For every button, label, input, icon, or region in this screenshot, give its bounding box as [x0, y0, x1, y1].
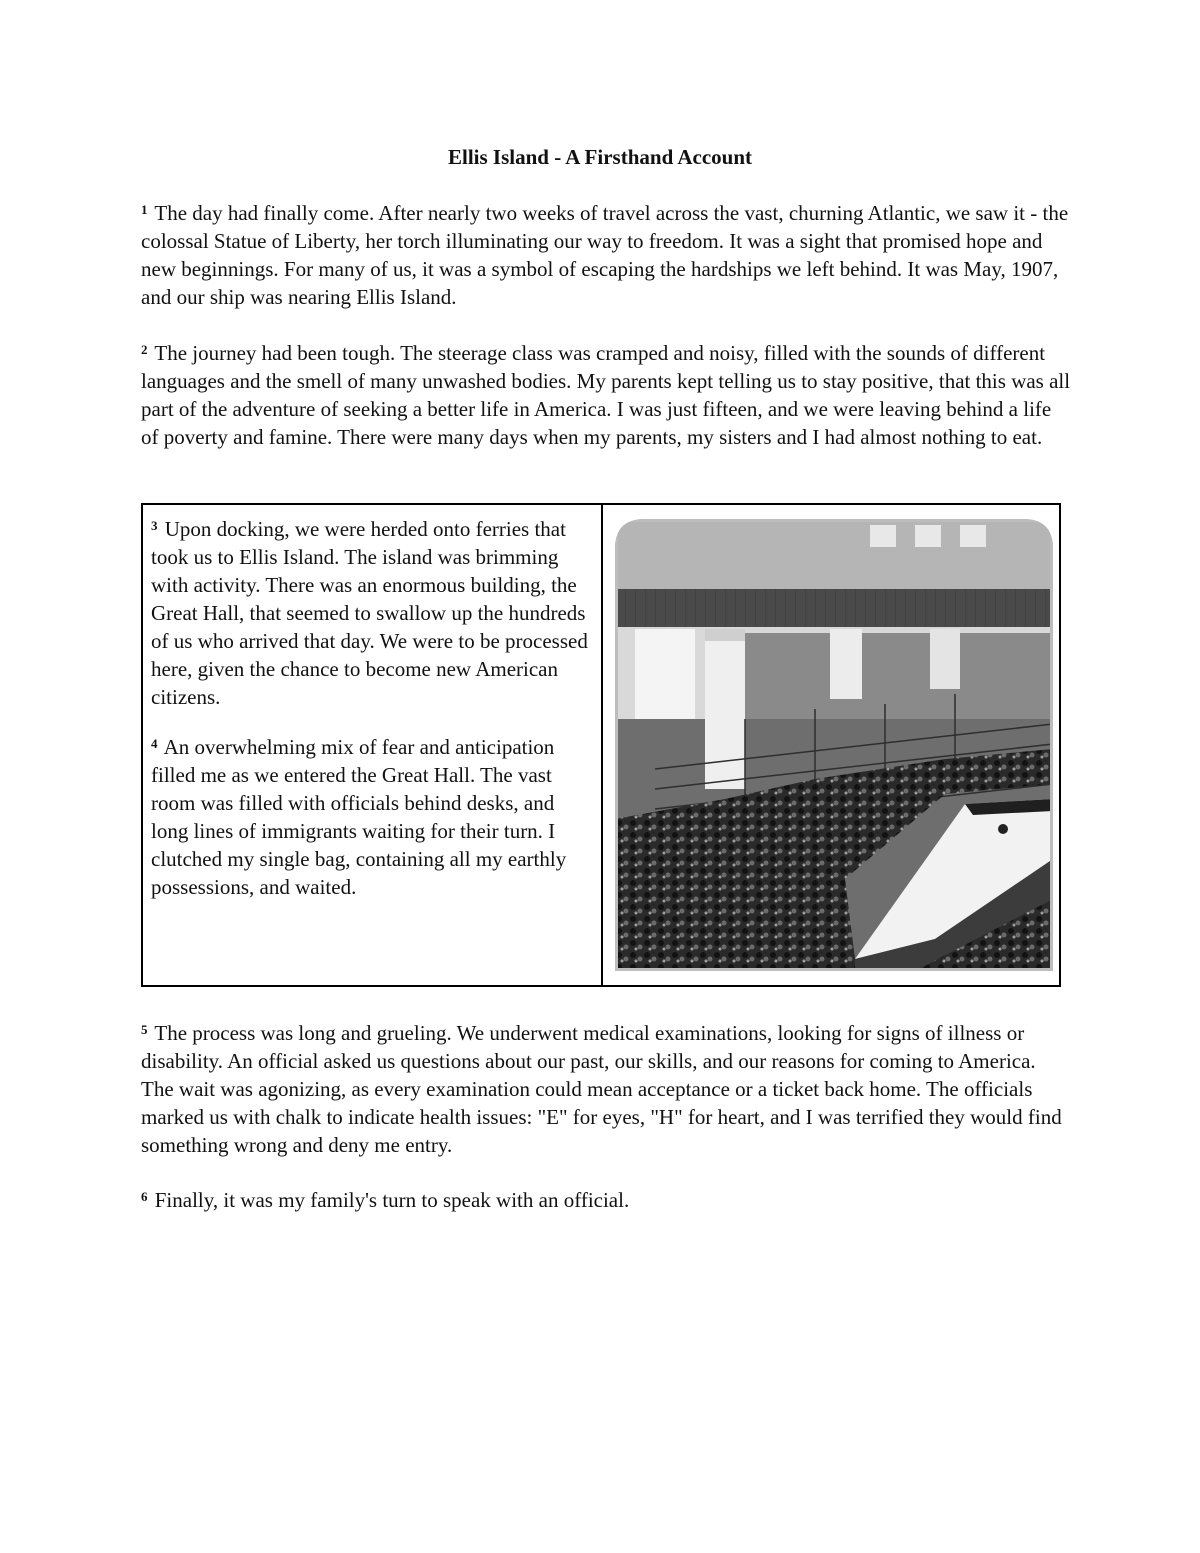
paragraph-4: [151, 733, 591, 901]
paragraph-number: 1: [141, 202, 148, 217]
text-image-table: [141, 503, 1061, 987]
table-divider: [601, 505, 603, 985]
paragraph-text: The day had finally come. After nearly two weeks of travel across the vast, churning Atlantic, we saw it - the colossal Statue of Liberty, her torch illuminating our way to freedom. It was a sight that promised hope and new beginnings. For many of us, it was a symbol of escaping the hardships we left behind. It was May, 1907, and our ship was nearing Ellis Island.: [141, 201, 1069, 309]
paragraph-number: 6: [141, 1189, 148, 1204]
document-title: Ellis Island - A Firsthand Account: [448, 145, 752, 169]
paragraph-number: 3: [151, 518, 158, 533]
paragraph-text: The journey had been tough. The steerage class was cramped and noisy, filled with the sounds of different languages and the smell of many unwashed bodies. My parents kept telling us to stay positive, that this was all part of the adventure of seeking a better life in America. I was just fifteen, and we were leaving behind a life of poverty and famine. There were many days when my parents, my sisters and I had almost nothing to eat.: [141, 341, 1071, 449]
great-hall-photo: [615, 519, 1053, 971]
paragraph-number: 2: [141, 342, 148, 357]
paragraph-5: [141, 1019, 1071, 1159]
paragraph-2: [141, 339, 1071, 451]
paragraph-3: [151, 515, 591, 711]
table-text-cell: [151, 515, 591, 923]
paragraph-text: Upon docking, we were herded onto ferries that took us to Ellis Island. The island was brimming with activity. There was an enormous building, the Great Hall, that seemed to swallow up the hundreds of us who arrived that day. We were to be processed here, given the chance to become new American citizens.: [151, 517, 588, 709]
paragraph-number: 5: [141, 1022, 148, 1037]
paragraph-text: The process was long and grueling. We underwent medical examinations, looking for signs of illness or disability. An official asked us questions about our past, our skills, and our reasons for coming to America. The wait was agonizing, as every examination could mean acceptance or a ticket back home. The officials marked us with chalk to indicate health issues: "E" for eyes, "H" for heart, and I was terrified they would find something wrong and deny me entry.: [141, 1021, 1062, 1157]
paragraph-6: [141, 1186, 1071, 1214]
paragraph-number: 4: [151, 736, 158, 751]
paragraph-text: An overwhelming mix of fear and anticipation filled me as we entered the Great Hall. The vast room was filled with officials behind desks, and long lines of immigrants waiting for their turn. I clutched my single bag, containing all my earthly possessions, and waited.: [151, 735, 567, 899]
paragraph-text: Finally, it was my family's turn to speak with an official.: [154, 1188, 630, 1212]
paragraph-1: [141, 199, 1071, 311]
